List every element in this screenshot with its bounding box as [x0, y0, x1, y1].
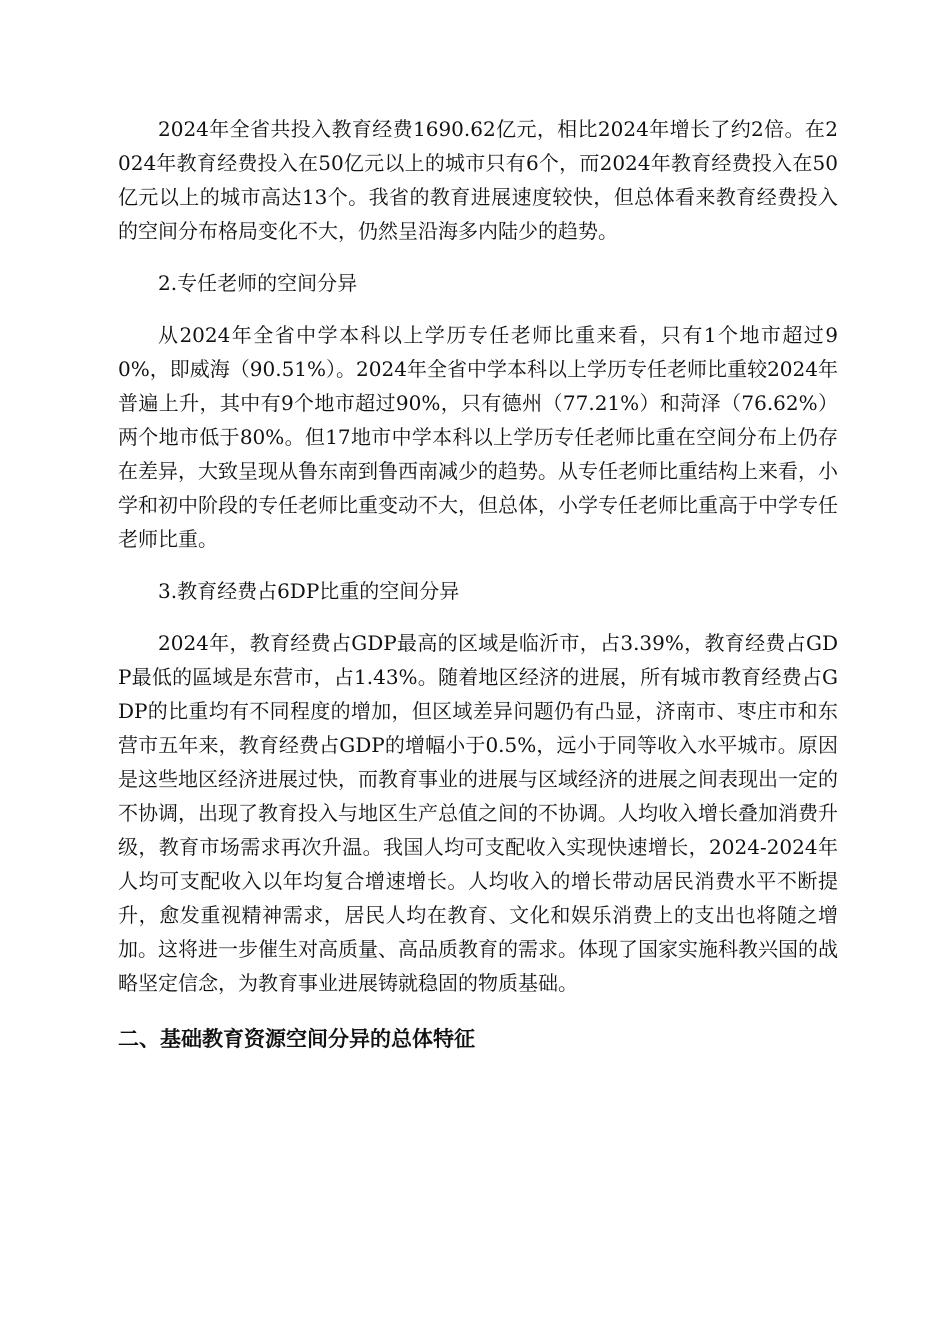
subheading-gdp-share: 3.教育经费占6DP比重的空间分异 — [158, 579, 460, 603]
paragraph-teachers: 从2024年全省中学本科以上学历专任老师比重来看，只有1个地市超过90%，即威海（90.51%）。2024年全省中学本科以上学历专任老师比重较2024年普遍上升，其中有9个地市超过90%，只有德州（77.21%）和菏泽（76.62%）两个地市低于80%。但17地市中学本科以上学历专任老师比重在空间分布上仍存在差异，大致呈现从鲁东南到鲁西南减少的趋势。从专任老师比重结构上来看，小学和初中阶段的专任老师比重变动不大，但总体，小学专任老师比重高于中学专任老师比重。 — [118, 323, 838, 551]
paragraph-education-funding: 2024年全省共投入教育经费1690.62亿元，相比2024年增长了约2倍。在2024年教育经费投入在50亿元以上的城市只有6个，而2024年教育经费投入在50亿元以上的城市高达13个。我省的教育进展速度较快，但总体看来教育经费投入的空间分布格局变化不大，仍然呈沿海多内陆少的趋势。 — [118, 117, 838, 243]
section-title: 二、基础教育资源空间分异的总体特征 — [118, 1027, 475, 1051]
document-page — [118, 112, 838, 1056]
subheading-teachers: 2.专任老师的空间分异 — [158, 271, 358, 295]
paragraph-gdp-share: 2024年，教育经费占GDP最高的区域是临沂市，占3.39%，教育经费占GDP最低的區域是东营市，占1.43%。随着地区经济的进展，所有城市教育经费占GDP的比重均有不同程度的增加，但区域差异问题仍有凸显，济南市、枣庄市和东营市五年来，教育经费占GDP的增幅小于0.5%，远小于同等收入水平城市。原因是这些地区经济进展过快，而教育事业的进展与区域经济的进展之间表现出一定的不协调，出现了教育投入与地区生产总值之间的不协调。人均收入增长叠加消费升级，教育市场需求再次升温。我国人均可支配收入实现快速增长，2024-2024年人均可支配收入以年均复合增速增长。人均收入的增长带动居民消费水平不断提升，愈发重视精神需求，居民人均在教育、文化和娱乐消费上的支出也将随之增加。这将进一步催生对高质量、高品质教育的需求。体现了国家实施科教兴国的战略坚定信念，为教育事业进展铸就稳固的物质基础。 — [118, 631, 838, 995]
